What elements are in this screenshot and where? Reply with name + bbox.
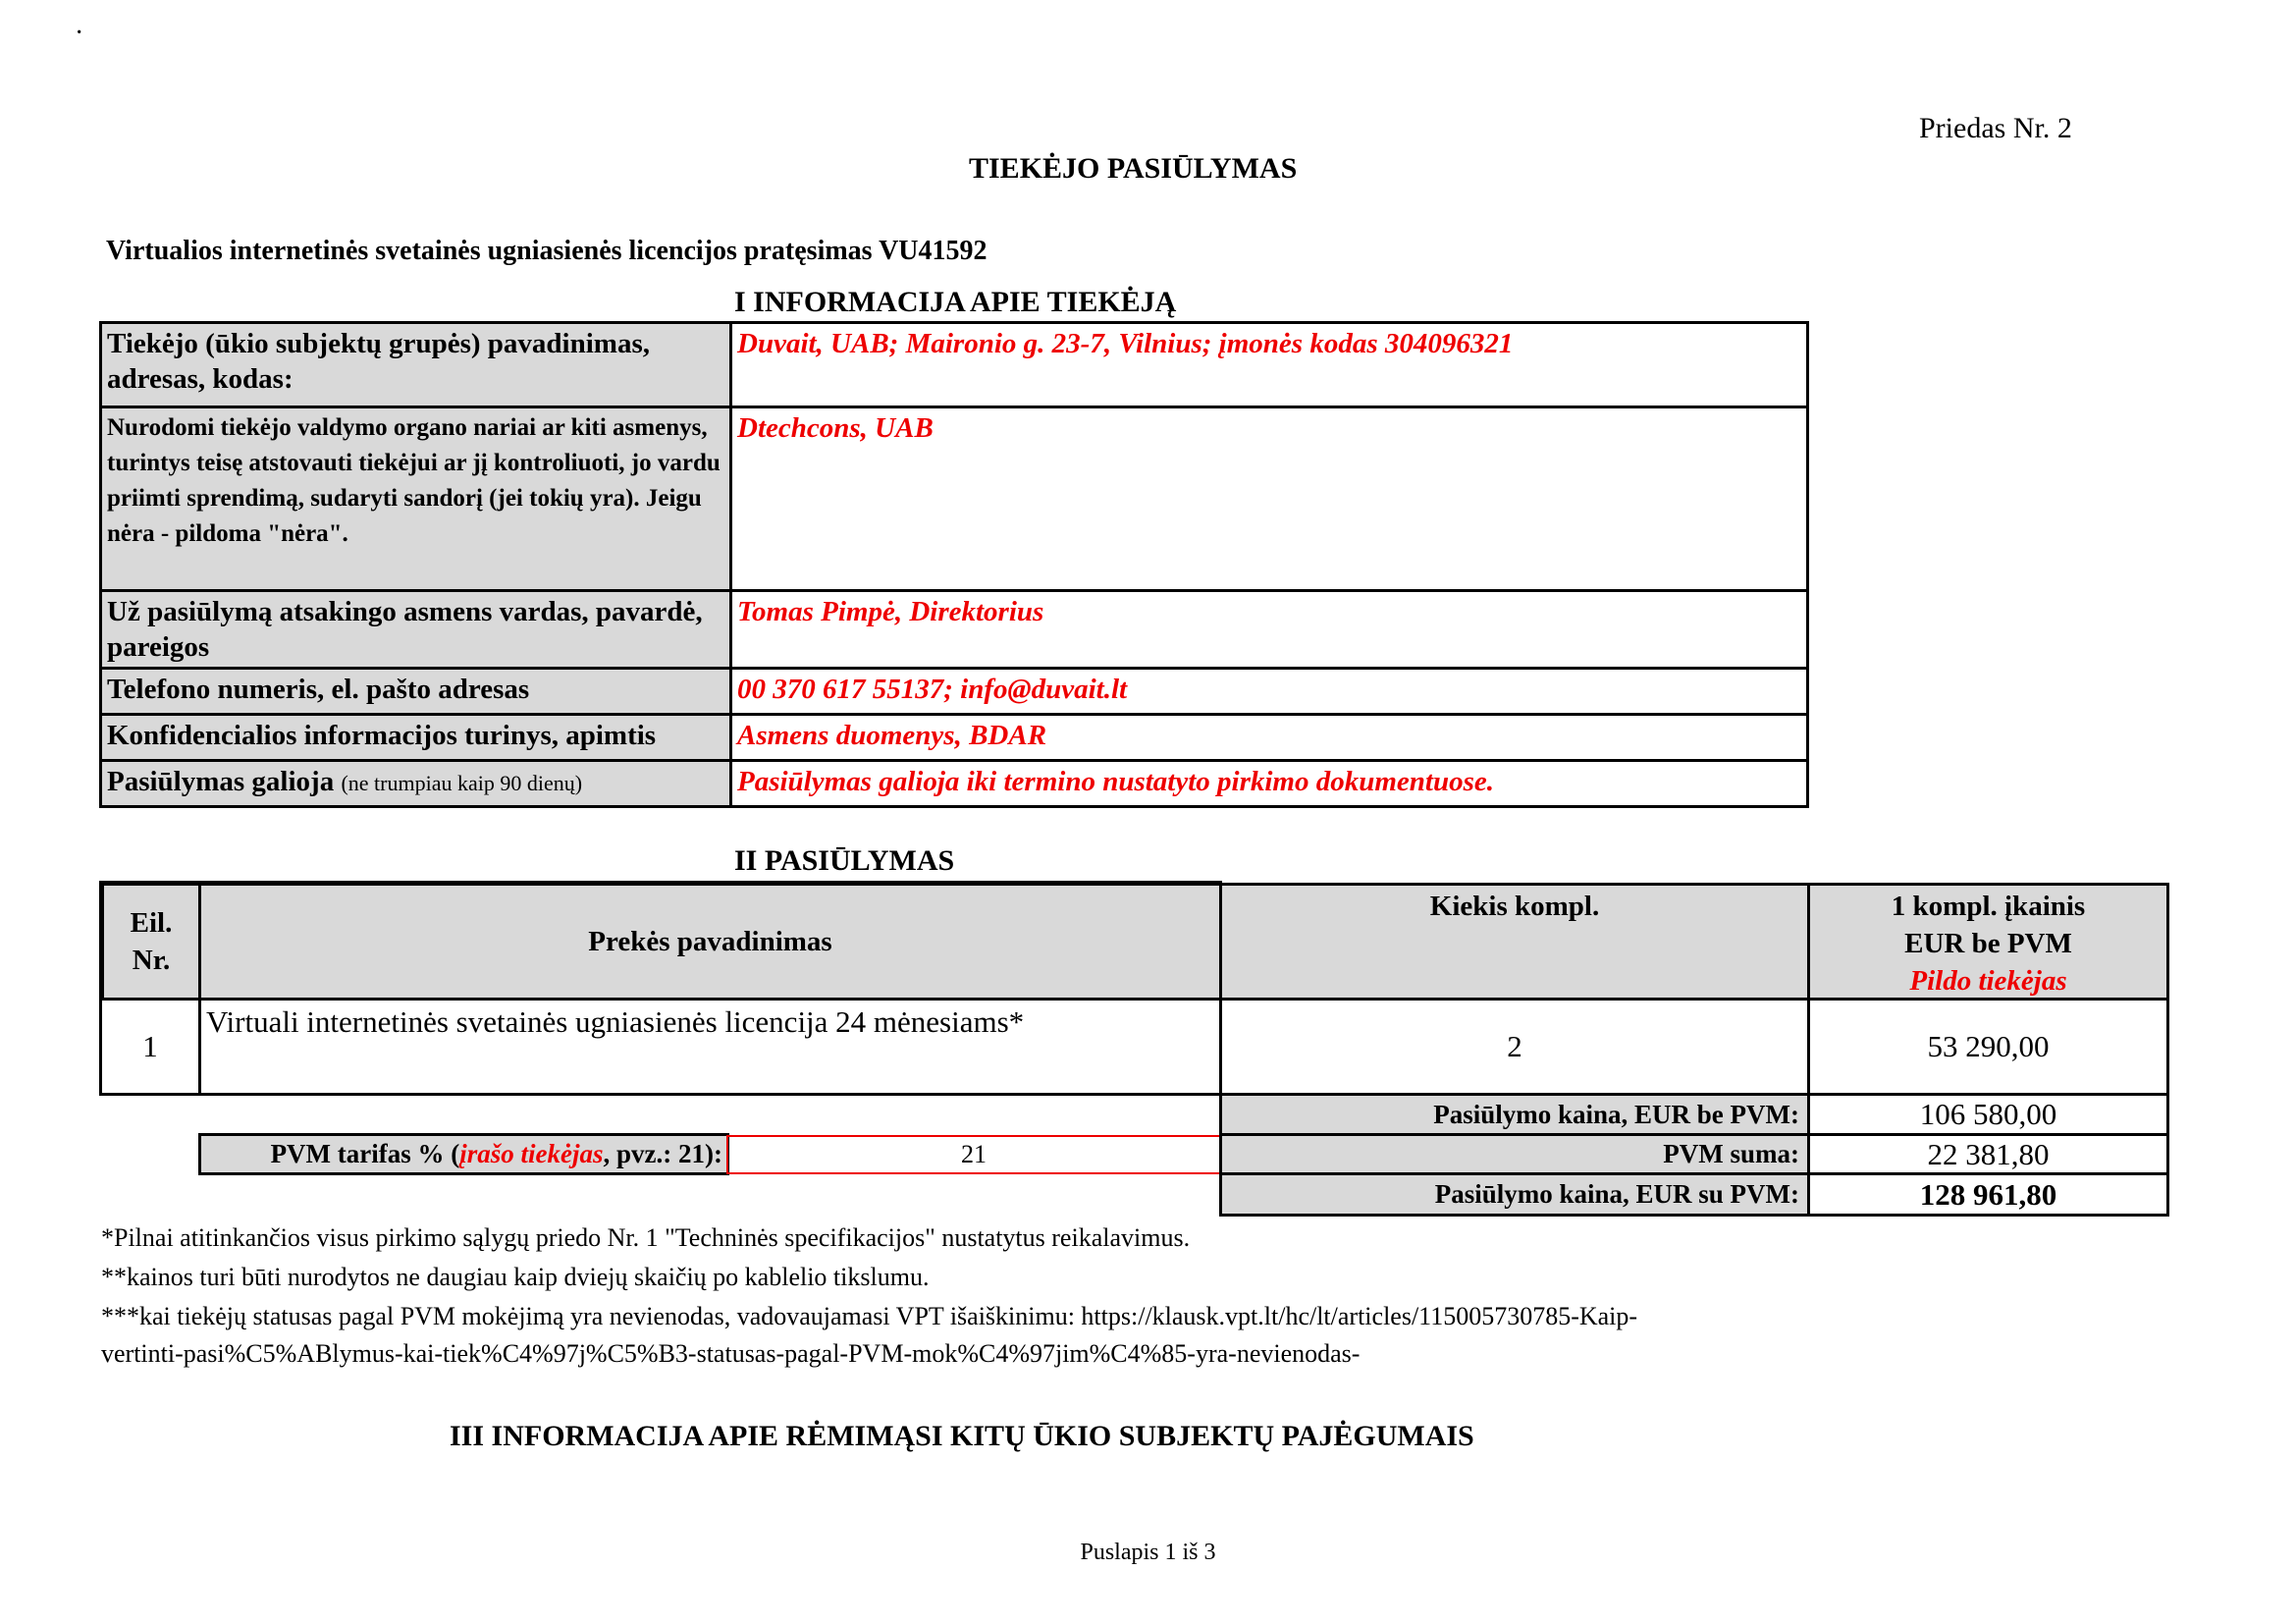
column-header-qty — [1219, 883, 1810, 1001]
item-nr-value: 1 — [142, 1029, 158, 1063]
document-title: TIEKĖJO PASIŪLYMAS — [969, 152, 1298, 185]
column-header-price — [1807, 883, 2169, 1001]
vat-rate-input[interactable] — [726, 1135, 1221, 1174]
total-value: 128 961,80 — [1919, 1176, 2057, 1212]
row-label: Tiekėjo (ūkio subjektų grupės) pavadinimas, adresas, kodas: — [101, 323, 731, 407]
total-label: Pasiūlymo kaina, EUR be PVM: — [1433, 1099, 1799, 1129]
vat-label-prefix: PVM tarifas % ( — [270, 1139, 460, 1168]
total-label: PVM suma: — [1663, 1139, 1799, 1168]
total-excl-vat-label — [1219, 1093, 1810, 1136]
page-number: Puslapis 1 iš 3 — [1080, 1540, 1216, 1565]
item-qty[interactable] — [1219, 998, 1810, 1096]
table-row — [101, 591, 1808, 669]
total-excl-vat-value[interactable] — [1807, 1093, 2169, 1136]
vat-label-suffix: , pvz.: 21): — [603, 1139, 722, 1168]
total-value: 22 381,80 — [1927, 1136, 2050, 1171]
item-unit-price-value: 53 290,00 — [1927, 1029, 2050, 1063]
section-1-title: I INFORMACIJA APIE TIEKĖJĄ — [734, 286, 1177, 318]
contact-value[interactable]: 00 370 617 55137; info@duvait.lt — [731, 669, 1808, 715]
price-header-note: Pildo tiekėjas — [1909, 965, 2067, 997]
total-incl-vat-value[interactable] — [1807, 1172, 2169, 1217]
footnote-3-continued: vertinti-pasi%C5%ABlymus-kai-tiek%C4%97j%C5%B3-statusas-pagal-PVM-mok%C4%97jim%C4%85-yra-nevienodas- — [101, 1339, 1361, 1368]
vat-amount-value[interactable] — [1807, 1133, 2169, 1175]
validity-label: Pasiūlymas galioja — [107, 766, 335, 797]
qty-header-label: Kiekis kompl. — [1429, 891, 1600, 922]
section-3-title: III INFORMACIJA APIE RĖMIMĄSI KITŲ ŪKIO SUBJEKTŲ PAJĖGUMAIS — [450, 1420, 1474, 1452]
total-incl-vat-label — [1219, 1172, 1810, 1217]
row-label — [101, 761, 731, 807]
footnote-3: ***kai tiekėjų statusas pagal PVM mokėjimą yra nevienodas, vadovaujamasi VPT išaiškinimu: https://klausk.vpt.lt/hc/lt/articles/115005730785-Kaip- — [101, 1302, 1638, 1330]
table-row — [101, 761, 1808, 807]
vat-label-red: įrašo tiekėjas — [459, 1139, 604, 1168]
footnote-1: *Pilnai atitinkančios visus pirkimo sąlygų priedo Nr. 1 "Techninės specifikacijos" nustatytus reikalavimus. — [101, 1223, 1191, 1252]
management-value[interactable]: Dtechcons, UAB — [731, 407, 1808, 591]
supplier-name-value[interactable]: Duvait, UAB; Maironio g. 23-7, Vilnius; įmonės kodas 304096321 — [731, 323, 1808, 407]
footnote-2: **kainos turi būti nurodytos ne daugiau kaip dviejų skaičių po kablelio tikslumu. — [101, 1263, 930, 1291]
item-name-value: Virtuali internetinės svetainės ugniasienės licencija 24 mėnesiams* — [206, 1004, 1025, 1039]
annex-label: Priedas Nr. 2 — [1919, 112, 2072, 144]
item-nr — [99, 998, 201, 1096]
table-row — [101, 669, 1808, 715]
confidential-info-value[interactable]: Asmens duomenys, BDAR — [731, 715, 1808, 761]
item-name — [198, 998, 1222, 1096]
row-label: Už pasiūlymą atsakingo asmens vardas, pavardė, pareigos — [101, 591, 731, 669]
table-row — [101, 715, 1808, 761]
row-label: Nurodomi tiekėjo valdymo organo nariai ar kiti asmenys, turintys teisę atstovauti tiekėjui ar jį kontroliuoti, jo vardu priimti sprendimą, sudaryti sandorį (jei tokių yra). Jeigu nėra - pildoma "nėra". — [101, 407, 731, 591]
row-label: Telefono numeris, el. pašto adresas — [101, 669, 731, 715]
section-2-title: II PASIŪLYMAS — [734, 844, 955, 877]
item-qty-value: 2 — [1507, 1029, 1522, 1063]
total-label: Pasiūlymo kaina, EUR su PVM: — [1434, 1179, 1799, 1209]
table-row — [101, 407, 1808, 591]
total-value: 106 580,00 — [1919, 1097, 2057, 1131]
price-header-line2: EUR be PVM — [1904, 928, 2072, 959]
validity-value[interactable]: Pasiūlymas galioja iki termino nustatyto pirkimo dokumentuose. — [731, 761, 1808, 807]
vat-amount-label — [1219, 1133, 1810, 1175]
supplier-info-table — [99, 321, 1809, 808]
name-header-label: Prekės pavadinimas — [588, 926, 832, 957]
nr-line1: Eil. — [130, 907, 173, 939]
vat-rate-value: 21 — [961, 1140, 987, 1168]
responsible-person-value[interactable]: Tomas Pimpė, Direktorius — [731, 591, 1808, 669]
document-subtitle: Virtualios internetinės svetainės ugniasienės licencijos pratęsimas VU41592 — [106, 236, 988, 266]
item-unit-price[interactable] — [1807, 998, 2169, 1096]
column-header-name — [198, 881, 1222, 1001]
column-header-nr — [99, 881, 201, 1001]
vat-rate-label — [198, 1133, 729, 1175]
validity-note: (ne trumpiau kaip 90 dienų) — [341, 771, 583, 795]
nr-line2: Nr. — [132, 945, 171, 976]
table-row — [101, 323, 1808, 407]
row-label: Konfidencialios informacijos turinys, apimtis — [101, 715, 731, 761]
stray-dot: · — [75, 18, 84, 48]
price-header-line1: 1 kompl. įkainis — [1891, 891, 2086, 922]
